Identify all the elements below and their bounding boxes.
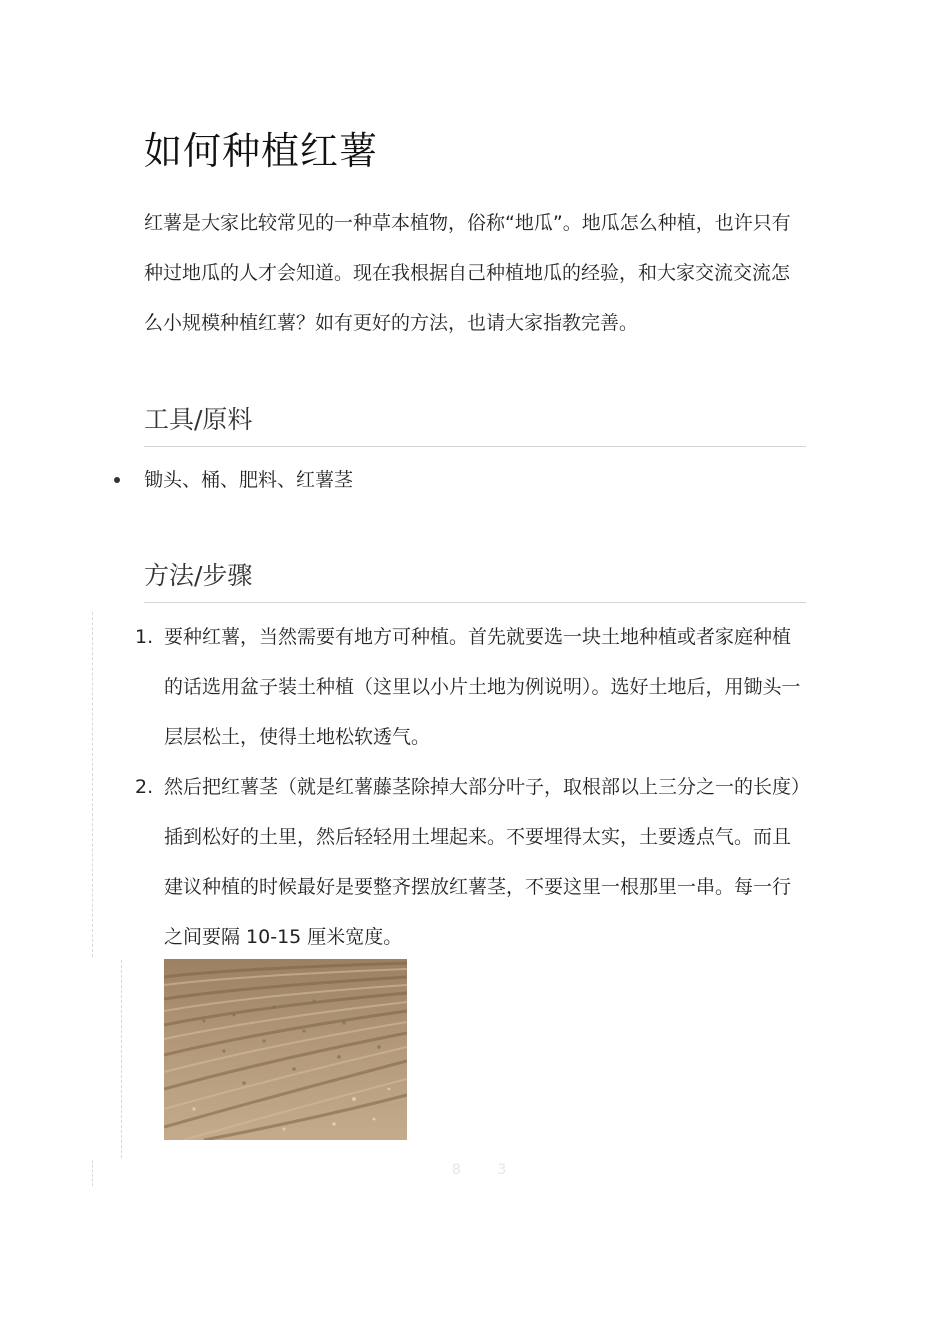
steps-heading: 方法/步骤 — [144, 558, 806, 603]
bullet-icon — [114, 477, 120, 483]
tool-item-text: 锄头、桶、肥料、红薯茎 — [144, 469, 354, 491]
step-number: 2. — [135, 776, 154, 798]
page-title: 如何种植红薯 — [144, 129, 379, 173]
tools-heading: 工具/原料 — [144, 402, 806, 447]
step-item — [135, 762, 808, 962]
step-guide-line — [92, 612, 93, 957]
step-text: 要种红薯，当然需要有地方可种植。首先就要选一块土地种植或者家庭种植的话选用盆子装土种植（这里以小片土地为例说明）。选好土地后，用锄头一层层松土，使得土地松软透气。 — [164, 626, 801, 748]
image-guide-line — [121, 960, 122, 1158]
intro-paragraph: 红薯是大家比较常见的一种草本植物，俗称“地瓜”。地瓜怎么种植，也许只有种过地瓜的人才会知道。现在我根据自己种植地瓜的经验，和大家交流交流怎么小规模种植红薯？如有更好的方法，也请大家指教完善。 — [144, 212, 791, 334]
image-pager[interactable]: 8 3 — [452, 1162, 523, 1178]
step-number: 1. — [135, 626, 154, 648]
field-photo[interactable] — [164, 959, 407, 1140]
step-item — [135, 612, 808, 762]
step-text: 然后把红薯茎（就是红薯藤茎除掉大部分叶子，取根部以上三分之一的长度）插到松好的土里，然后轻轻用土埋起来。不要埋得太实，土要透点气。而且建议种植的时候最好是要整齐摆放红薯茎，不要这里一根那里一串。每一行之间要隔 10-15 厘米宽度。 — [164, 776, 801, 948]
list-item — [144, 462, 353, 498]
steps-list — [135, 612, 808, 962]
step-guide-line — [92, 1160, 93, 1186]
tools-list — [144, 462, 353, 498]
